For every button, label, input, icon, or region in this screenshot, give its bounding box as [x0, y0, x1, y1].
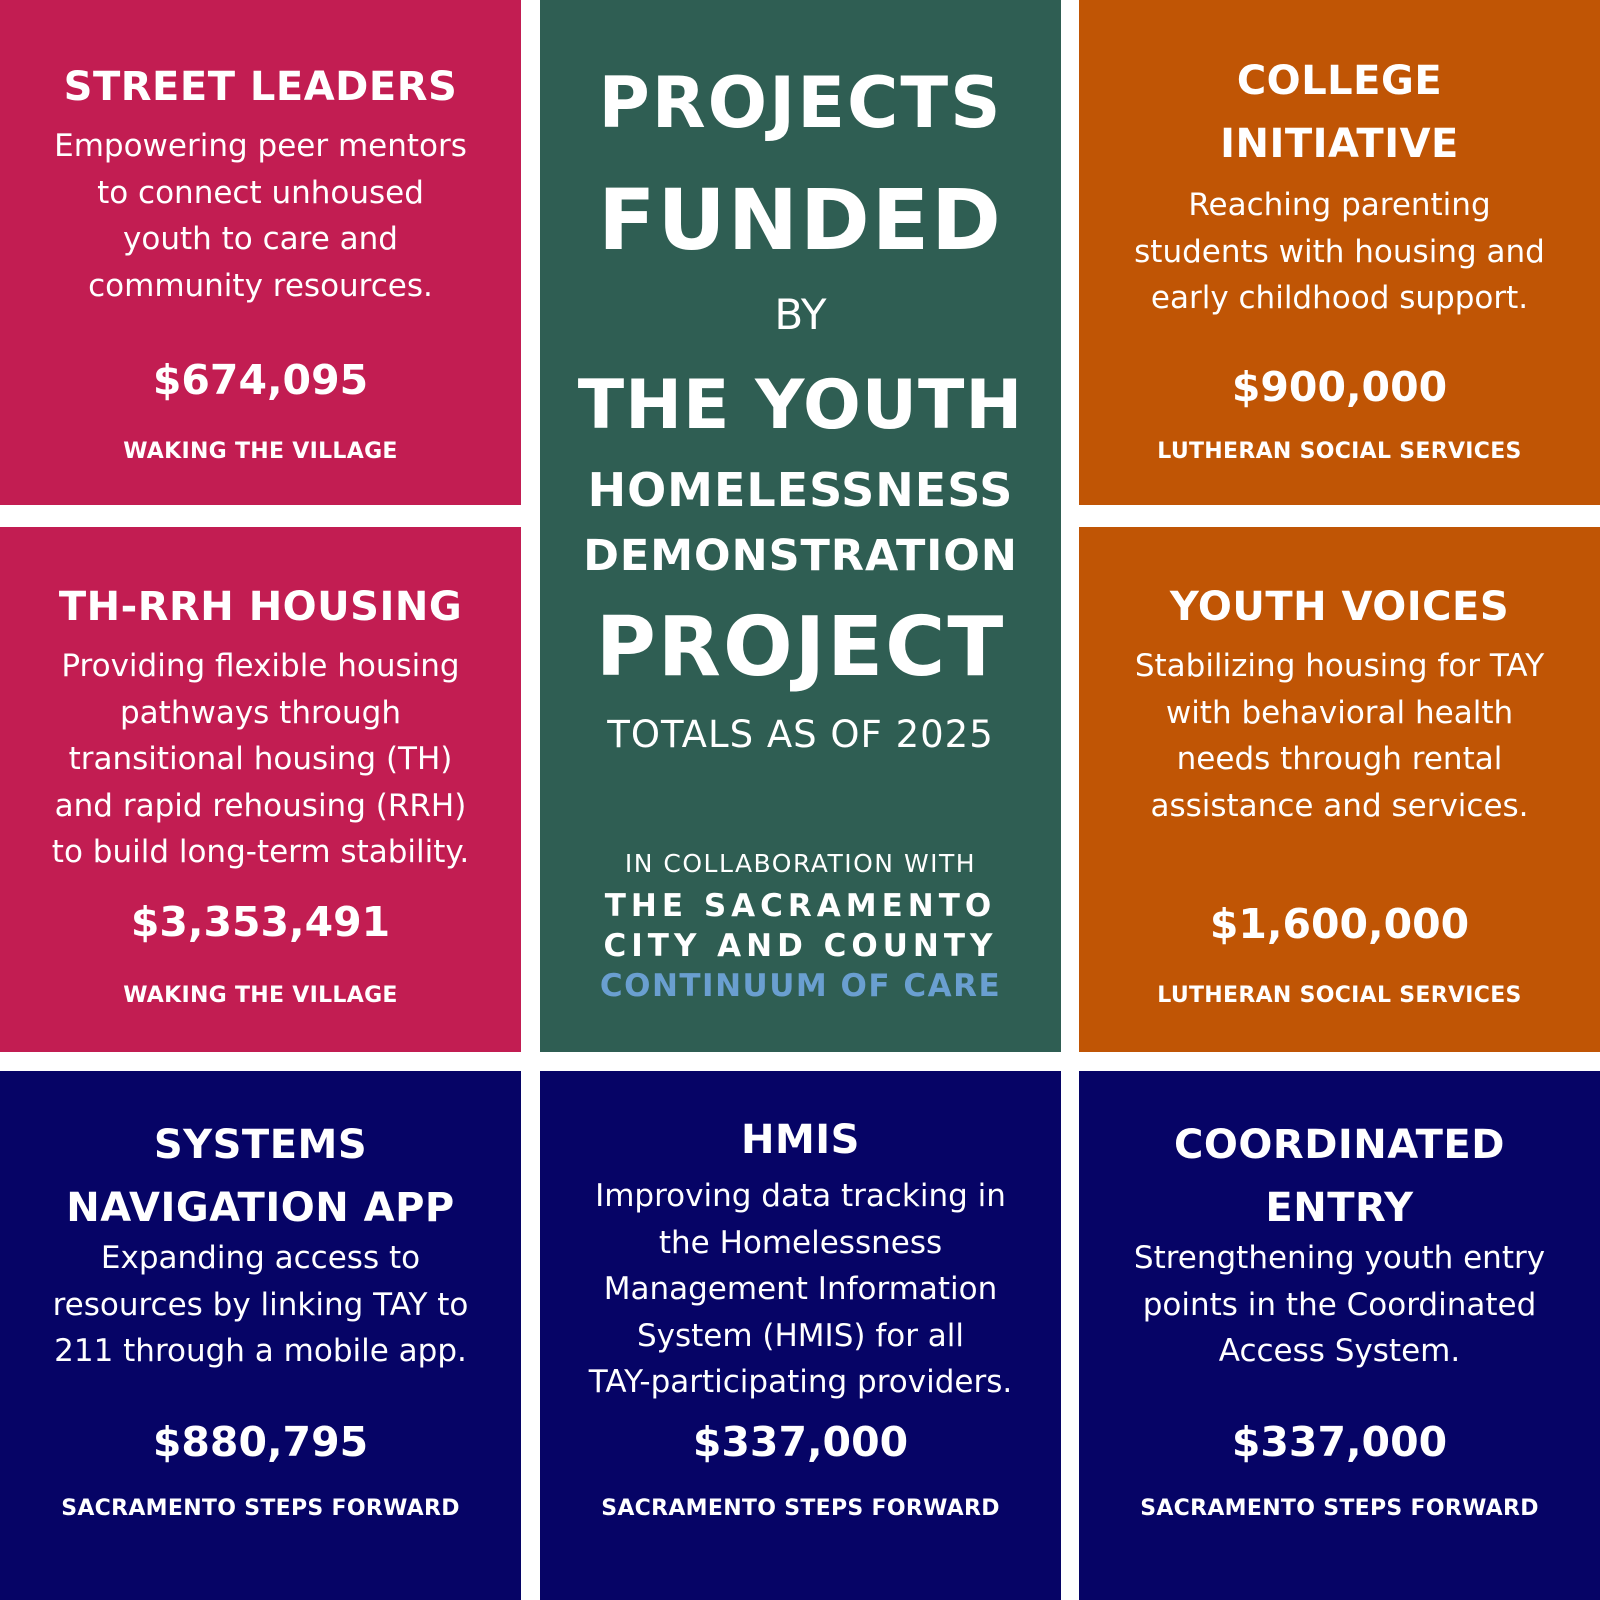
- th-rrh-housing-title: TH-RRH HOUSING: [58, 584, 463, 630]
- description-line: Providing flexible housing: [61, 648, 460, 684]
- title-line: COORDINATED: [1174, 1122, 1505, 1168]
- partner-name-line: THE SACRAMENTO: [604, 888, 997, 924]
- description-line: pathways through: [120, 694, 401, 731]
- description-line: 211 through a mobile app.: [54, 1333, 467, 1369]
- description-line: TAY-participating providers.: [588, 1364, 1013, 1400]
- youth-voices-card: [1079, 527, 1600, 1052]
- systems-navigation-app-title: [0, 1114, 521, 1240]
- headline-by: BY: [774, 290, 827, 339]
- hmis-title: HMIS: [741, 1117, 860, 1163]
- description-line: points in the Coordinated: [1142, 1286, 1537, 1323]
- description-line: Strengthening youth entry: [1133, 1240, 1546, 1276]
- description-line: Improving data tracking in: [595, 1178, 1006, 1214]
- description-line: to build long-term stability.: [51, 834, 470, 870]
- title-line: INITIATIVE: [1220, 121, 1459, 167]
- headline-funded: FUNDED: [598, 171, 1003, 269]
- description-line: youth to care and: [123, 221, 398, 257]
- youth-voices-description: [1079, 643, 1600, 829]
- description-line: Expanding access to: [100, 1240, 421, 1276]
- hmis-organization: SACRAMENTO STEPS FORWARD: [601, 1496, 1000, 1521]
- hmis-card: [540, 1071, 1061, 1600]
- street-leaders-title: STREET LEADERS: [63, 64, 458, 110]
- coordinated-entry-title: [1079, 1114, 1600, 1240]
- college-initiative-title: [1079, 50, 1600, 176]
- description-line: students with housing and: [1134, 233, 1545, 270]
- headline-projects: PROJECTS: [598, 62, 1003, 144]
- street-leaders-amount: $674,095: [152, 356, 369, 404]
- title-line: ENTRY: [1265, 1185, 1414, 1231]
- college-initiative-card: [1079, 0, 1600, 505]
- description-line: early childhood support.: [1150, 280, 1529, 316]
- youth-voices-organization: LUTHERAN SOCIAL SERVICES: [1157, 983, 1522, 1008]
- partner-name-line: CITY AND COUNTY: [603, 928, 998, 964]
- description-line: assistance and services.: [1150, 787, 1529, 824]
- description-line: Reaching parenting: [1188, 187, 1491, 223]
- headline-homelessness: HOMELESSNESS: [587, 463, 1014, 517]
- headline-project: PROJECT: [595, 600, 1006, 695]
- hmis-amount: $337,000: [692, 1418, 909, 1466]
- headline-the-youth: THE YOUTH: [577, 366, 1024, 445]
- description-line: Stabilizing housing for TAY: [1134, 648, 1545, 684]
- description-line: community resources.: [88, 267, 433, 304]
- systems-navigation-app-description: [0, 1235, 521, 1375]
- coordinated-entry-description: [1079, 1235, 1600, 1375]
- coordinated-entry-organization: SACRAMENTO STEPS FORWARD: [1140, 1496, 1539, 1521]
- hmis-description: [540, 1173, 1061, 1406]
- title-line: NAVIGATION APP: [66, 1185, 455, 1231]
- description-line: the Homelessness: [658, 1224, 943, 1261]
- description-line: Management Information: [603, 1271, 998, 1307]
- street-leaders-description: [0, 123, 521, 309]
- headline-demonstration: DEMONSTRATION: [583, 531, 1018, 581]
- title-line: COLLEGE: [1236, 58, 1443, 104]
- description-line: transitional housing (TH): [68, 741, 453, 777]
- th-rrh-housing-description: [0, 643, 521, 876]
- description-line: resources by linking TAY to: [52, 1286, 469, 1323]
- coordinated-entry-amount: $337,000: [1231, 1418, 1448, 1466]
- college-initiative-description: [1079, 182, 1600, 322]
- collaboration-label: IN COLLABORATION WITH: [624, 849, 977, 878]
- th-rrh-housing-amount: $3,353,491: [130, 898, 391, 946]
- description-line: System (HMIS) for all: [636, 1317, 965, 1354]
- description-line: to connect unhoused: [97, 174, 424, 211]
- description-line: needs through rental: [1176, 741, 1503, 777]
- college-initiative-amount: $900,000: [1231, 363, 1448, 411]
- street-leaders-organization: WAKING THE VILLAGE: [123, 439, 398, 464]
- systems-navigation-app-amount: $880,795: [152, 1418, 369, 1466]
- description-line: and rapid rehousing (RRH): [54, 787, 467, 824]
- street-leaders-card: [0, 0, 521, 505]
- description-line: Empowering peer mentors: [54, 128, 467, 164]
- th-rrh-housing-card: [0, 527, 521, 1052]
- description-line: with behavioral health: [1165, 694, 1514, 731]
- partner-continuum-of-care: CONTINUUM OF CARE: [599, 968, 1002, 1004]
- college-initiative-organization: LUTHERAN SOCIAL SERVICES: [1157, 439, 1522, 464]
- th-rrh-housing-organization: WAKING THE VILLAGE: [123, 983, 398, 1008]
- description-line: Access System.: [1218, 1333, 1461, 1369]
- systems-navigation-app-card: [0, 1071, 521, 1600]
- systems-navigation-app-organization: SACRAMENTO STEPS FORWARD: [61, 1496, 460, 1521]
- center-headline-panel: [540, 0, 1061, 1052]
- totals-subtitle: TOTALS AS OF 2025: [607, 713, 994, 756]
- youth-voices-title: YOUTH VOICES: [1169, 584, 1510, 630]
- title-line: SYSTEMS: [153, 1122, 368, 1168]
- youth-voices-amount: $1,600,000: [1209, 900, 1470, 948]
- coordinated-entry-card: [1079, 1071, 1600, 1600]
